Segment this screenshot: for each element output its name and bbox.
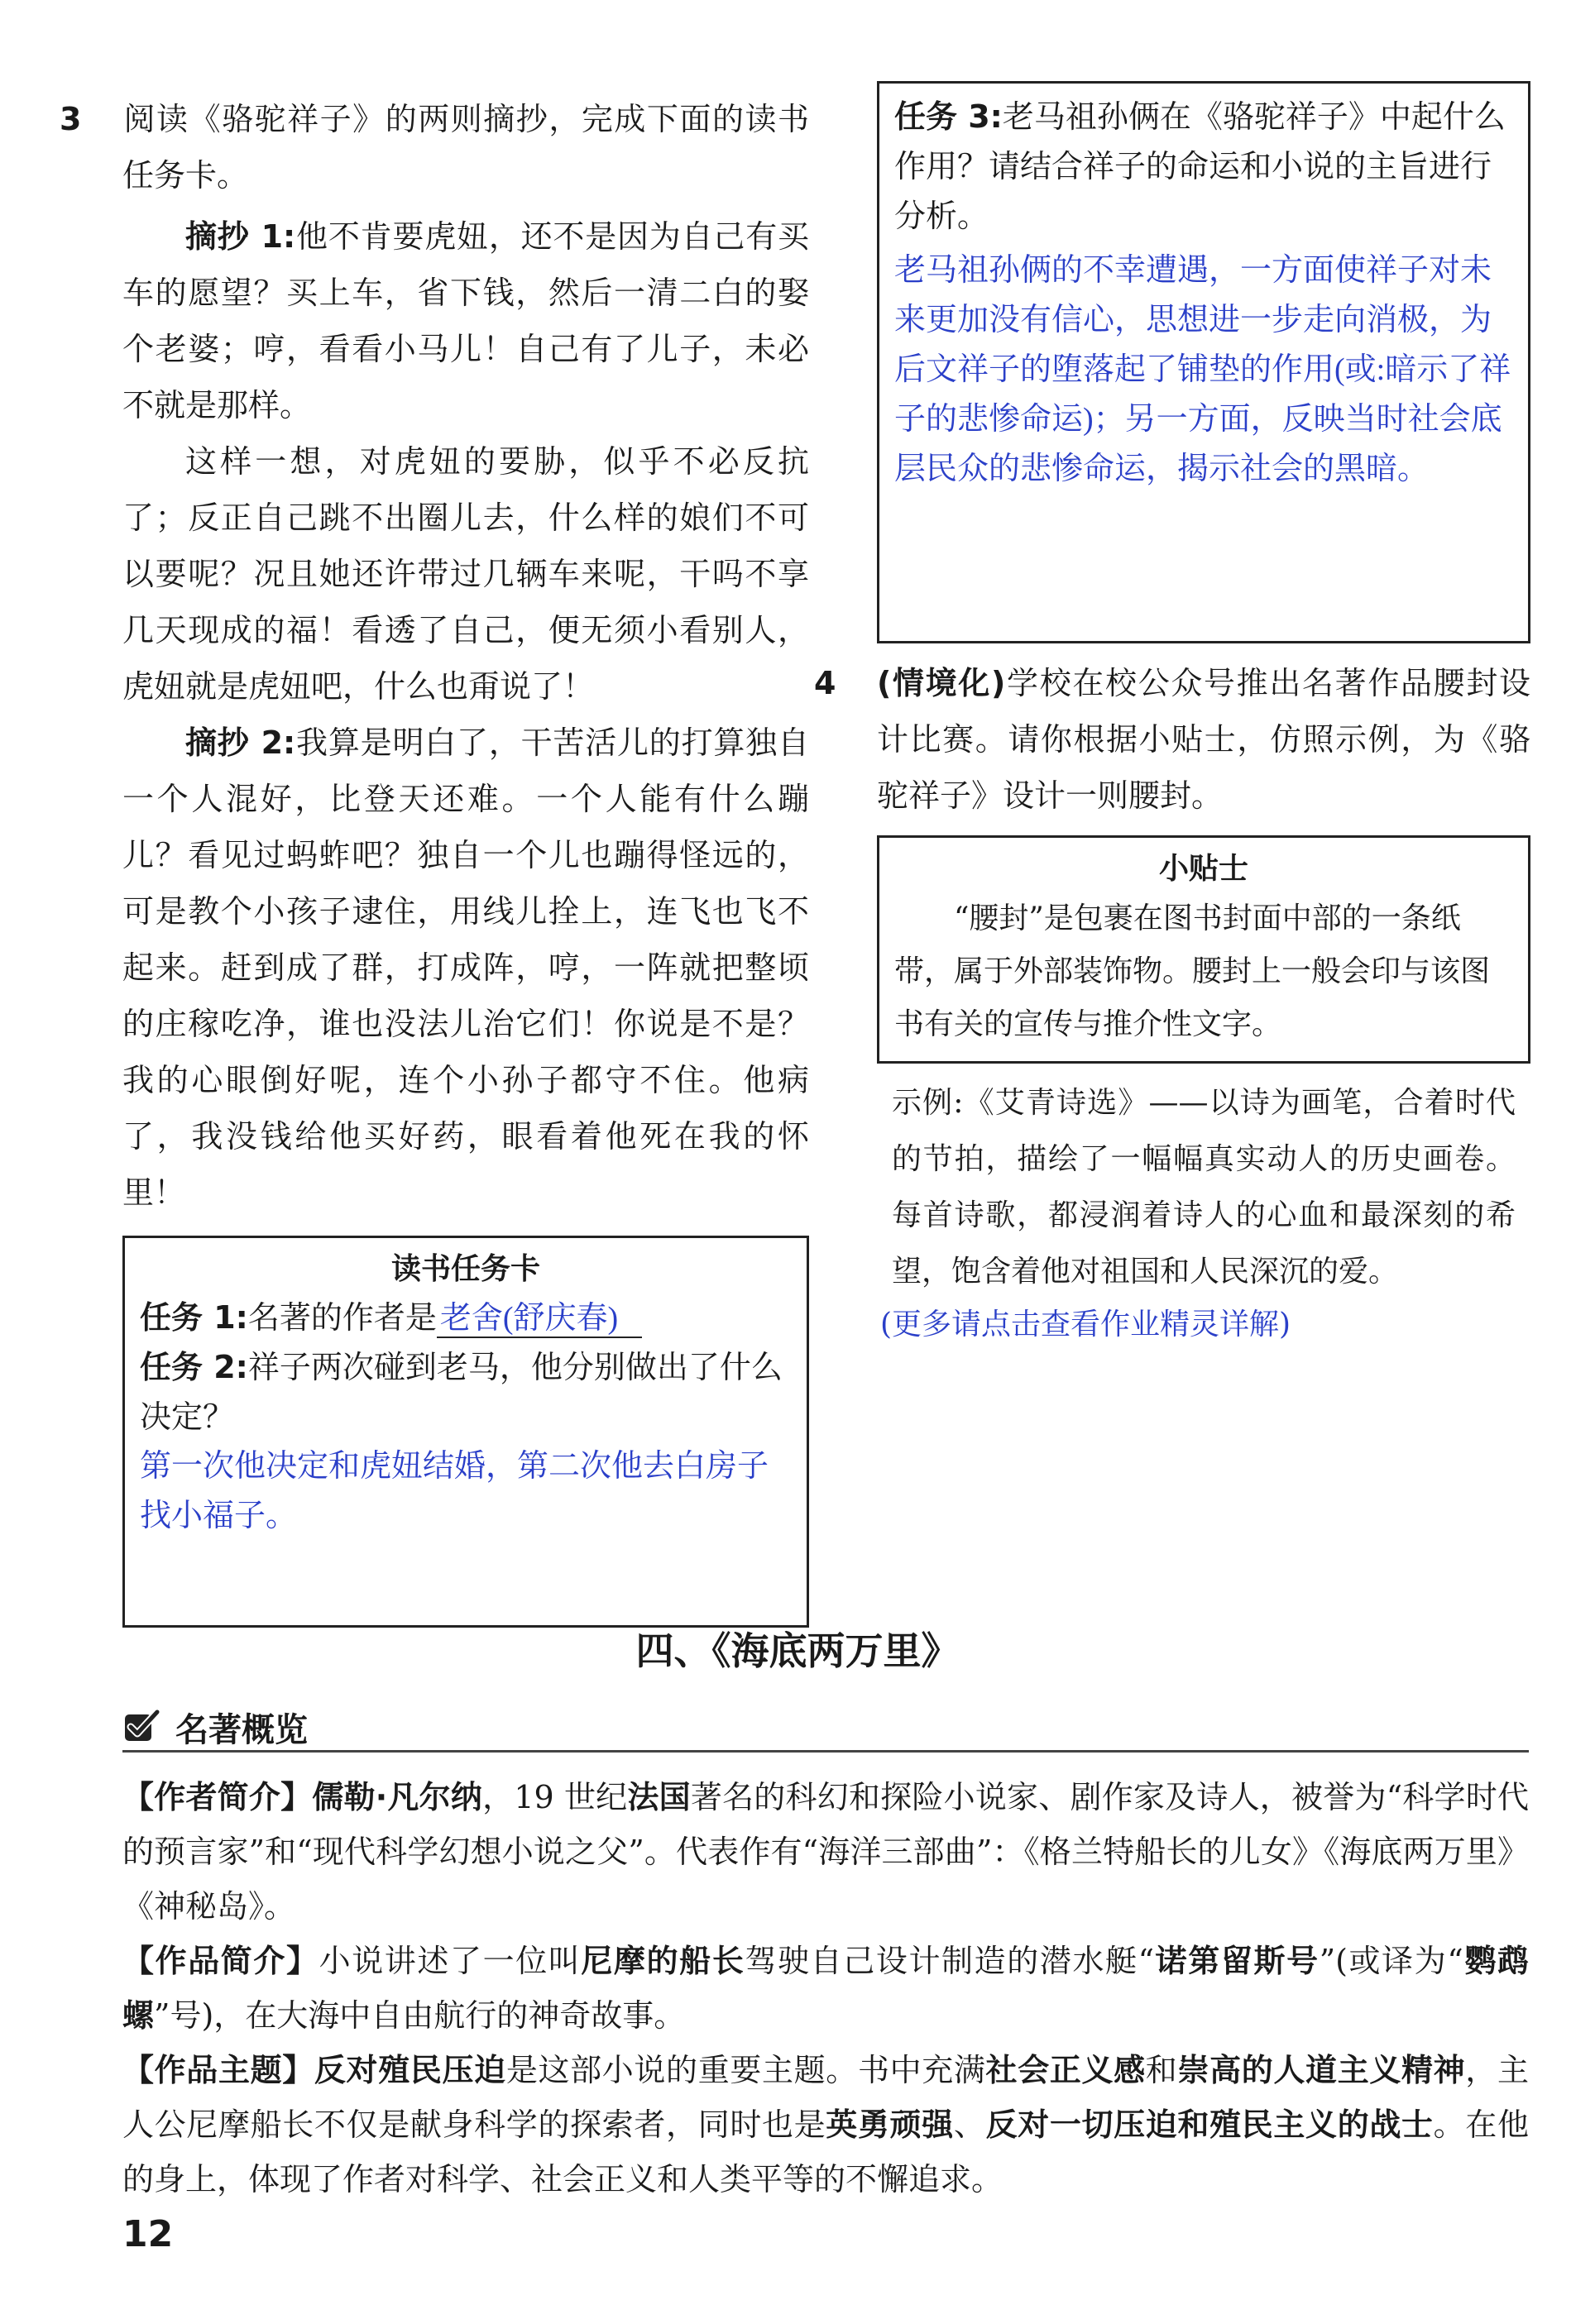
section-heading: 四、《海底两万里》: [635, 1628, 960, 1673]
work-intro: 【作品简介】小说讲述了一位叫尼摩的船长驾驶自己设计制造的潜水艇“诺第留斯号”(或译为“鹦鹉螺”号)，在大海中自由航行的神奇故事。: [122, 1943, 1529, 2034]
reading-task-card: [122, 1236, 809, 1628]
q3-number: 3: [60, 101, 82, 137]
overview-title: 名著概览: [175, 1711, 308, 1749]
more-details-link[interactable]: (更多请点击查看作业精灵详解): [880, 1308, 1291, 1341]
excerpt-1-label: 摘抄 1:: [185, 218, 296, 255]
q3-prompt: 3 阅读《骆驼祥子》的两则摘抄，完成下面的读书任务卡。: [122, 91, 809, 203]
author-name: 儒勒·凡尔纳: [312, 1779, 483, 1815]
task-3-question: 任务 3:老马祖孙俩在《骆驼祥子》中起什么作用？请结合祥子的命运和小说的主旨进行分析。: [894, 98, 1506, 234]
task-3-card: [877, 81, 1530, 643]
task-2-answer: 第一次他决定和虎妞结婚，第二次他去白房子找小福子。: [140, 1449, 769, 1533]
left-column: [60, 91, 809, 1628]
task-1-label: 任务 1:: [140, 1299, 248, 1336]
checkbox-icon: [122, 1707, 160, 1745]
q4-number: 4: [814, 665, 836, 701]
task-1-answer: 老舍(舒庆春): [437, 1300, 642, 1338]
excerpt-1-para-2: 这样一想，对虎妞的要胁，似乎不必反抗了；反正自己跳不出圈儿去，什么样的娘们不可以要呢？况且她还许带过几辆车来呢，干吗不享几天现成的福！看透了自己，便无须小看别人，虎妞就是虎妞吧，什么也甭说了！: [122, 443, 809, 705]
excerpt-2-para-1: 摘抄 2:我算是明白了，干苦活儿的打算独自一个人混好，比登天还难。一个人能有什么蹦儿？看见过蚂蚱吧？独自一个儿也蹦得怪远的，可是教个小孩子逮住，用线儿拴上，连飞也飞不起来。赶到成了群，打成阵，哼，一阵就把整顷的庄稼吃净，谁也没法儿治它们！你说是不是？我的心眼倒好呢，连个小孙子都守不住。他病了，我没钱给他买好药，眼看着他死在我的怀里！: [122, 724, 809, 1211]
author-intro: 【作者简介】儒勒·凡尔纳，19 世纪法国著名的科幻和探险小说家、剧作家及诗人，被誉为“科学时代的预言家”和“现代科学幻想小说之父”。代表作有“海洋三部曲”：《格兰特船长的儿女》《海底两万里》《神秘岛》。: [122, 1779, 1529, 1925]
page-number: 12: [122, 2213, 174, 2255]
q4-prompt: 4 (情境化)学校在校公众号推出名著作品腰封设计比赛。请你根据小贴士，仿照示例，为《骆驼祥子》设计一则腰封。: [877, 655, 1530, 824]
task-card-title: 读书任务卡: [390, 1252, 540, 1286]
tip-text: “腰封”是包裹在图书封面中部的一条纸带，属于外部装饰物。腰封上一般会印与该图书有关的宣传与推介性文字。: [894, 901, 1491, 1041]
excerpt-1-para-1: 摘抄 1:他不肯要虎妞，还不是因为自己有买车的愿望？买上车，省下钱，然后一清二白的娶个老婆；哼，看看小马儿！自己有了儿子，未必不就是那样。: [122, 218, 809, 423]
overview-header: [122, 1704, 1529, 1753]
task-2-label: 任务 2:: [140, 1349, 248, 1385]
right-column: [814, 91, 1530, 1350]
task-2: 任务 2:祥子两次碰到老马，他分别做出了什么决定？: [140, 1349, 783, 1435]
task-3-label: 任务 3:: [894, 98, 1003, 135]
tip-title: 小贴士: [1158, 852, 1248, 886]
q4-example: 示例:《艾青诗选》——以诗为画笔，合着时代的节拍，描绘了一幅幅真实动人的历史画卷。每首诗歌，都浸润着诗人的心血和最深刻的希望，饱含着他对祖国和人民深沉的爱。: [892, 1086, 1516, 1289]
task-1: 任务 1:名著的作者是 老舍(舒庆春): [140, 1293, 792, 1342]
tip-box: [877, 835, 1530, 1064]
excerpt-2-label: 摘抄 2:: [185, 724, 296, 761]
overview-body: [122, 1770, 1529, 2207]
work-theme: 【作品主题】反对殖民压迫是这部小说的重要主题。书中充满社会正义感和崇高的人道主义精神，主人公尼摩船长不仅是献身科学的探索者，同时也是英勇顽强、反对一切压迫和殖民主义的战士。在他的身上，体现了作者对科学、社会正义和人类平等的不懈追求。: [122, 2052, 1529, 2197]
task-3-answer: 老马祖孙俩的不幸遭遇，一方面使祥子对未来更加没有信心，思想进一步走向消极，为后文祥子的堕落起了铺垫的作用(或:暗示了祥子的悲惨命运)；另一方面，反映当时社会底层民众的悲惨命运，揭示社会的黑暗。: [894, 253, 1511, 486]
q4-tag: (情境化): [877, 665, 1006, 701]
